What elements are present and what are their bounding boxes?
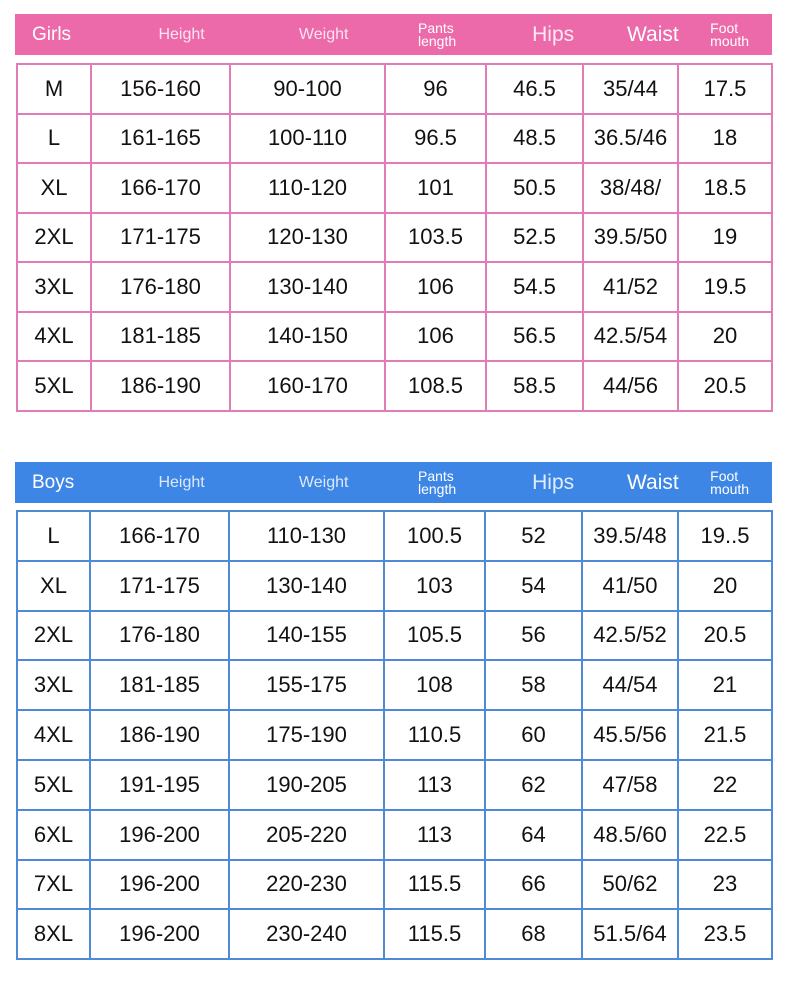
boys-title: Boys — [32, 472, 75, 493]
size-cell: 5XL — [17, 361, 91, 411]
height-cell: 191-195 — [90, 760, 229, 810]
pants-length-header-line2: length — [418, 480, 457, 497]
boys-table-body — [17, 511, 772, 959]
hips-cell: 64 — [485, 810, 582, 860]
size-cell: 6XL — [17, 810, 90, 860]
height-cell: 171-175 — [91, 213, 230, 263]
waist-header: Waist — [626, 23, 679, 46]
height-cell: 181-185 — [91, 312, 230, 362]
height-header: Height — [158, 473, 205, 491]
size-cell: XL — [17, 561, 90, 611]
pants-length-cell: 103.5 — [385, 213, 486, 263]
height-cell: 166-170 — [91, 163, 230, 213]
foot-mouth-cell: 18 — [678, 114, 772, 164]
size-cell: L — [17, 114, 91, 164]
waist-cell: 36.5/46 — [583, 114, 678, 164]
girls-size-table — [16, 63, 773, 412]
foot-mouth-cell: 21 — [678, 660, 772, 710]
pants-length-header-line2: length — [418, 32, 457, 49]
waist-cell: 44/54 — [582, 660, 678, 710]
size-cell: 3XL — [17, 262, 91, 312]
weight-cell: 190-205 — [229, 760, 384, 810]
weight-cell: 220-230 — [229, 860, 384, 910]
girls-size-chart — [15, 14, 772, 412]
hips-cell: 58 — [485, 660, 582, 710]
foot-mouth-header-line2: mouth — [710, 480, 750, 497]
size-cell: 5XL — [17, 760, 90, 810]
height-cell: 166-170 — [90, 511, 229, 561]
waist-cell: 42.5/52 — [582, 611, 678, 661]
foot-mouth-cell: 23 — [678, 860, 772, 910]
table-row — [17, 860, 772, 910]
table-row — [17, 262, 772, 312]
table-row — [17, 810, 772, 860]
table-row — [17, 710, 772, 760]
pants-length-cell: 108 — [384, 660, 485, 710]
pants-length-cell: 100.5 — [384, 511, 485, 561]
foot-mouth-cell: 20 — [678, 312, 772, 362]
hips-cell: 66 — [485, 860, 582, 910]
size-cell: 2XL — [17, 611, 90, 661]
table-row — [17, 660, 772, 710]
height-cell: 156-160 — [91, 64, 230, 114]
pants-length-cell: 113 — [384, 760, 485, 810]
foot-mouth-cell: 19 — [678, 213, 772, 263]
table-row — [17, 163, 772, 213]
pants-length-cell: 113 — [384, 810, 485, 860]
height-cell: 171-175 — [90, 561, 229, 611]
height-cell: 176-180 — [91, 262, 230, 312]
pants-length-cell: 105.5 — [384, 611, 485, 661]
height-cell: 186-190 — [90, 710, 229, 760]
hips-cell: 56.5 — [486, 312, 583, 362]
table-row — [17, 611, 772, 661]
waist-cell: 42.5/54 — [583, 312, 678, 362]
foot-mouth-cell: 20.5 — [678, 361, 772, 411]
foot-mouth-header-line1: Foot — [710, 467, 739, 484]
size-cell: XL — [17, 163, 91, 213]
foot-mouth-cell: 19..5 — [678, 511, 772, 561]
weight-cell: 120-130 — [230, 213, 385, 263]
height-cell: 161-165 — [91, 114, 230, 164]
weight-cell: 130-140 — [230, 262, 385, 312]
height-cell: 196-200 — [90, 810, 229, 860]
height-cell: 176-180 — [90, 611, 229, 661]
height-cell: 196-200 — [90, 860, 229, 910]
waist-cell: 39.5/50 — [583, 213, 678, 263]
hips-header: Hips — [532, 471, 575, 494]
table-row — [17, 561, 772, 611]
foot-mouth-cell: 17.5 — [678, 64, 772, 114]
hips-cell: 58.5 — [486, 361, 583, 411]
weight-cell: 130-140 — [229, 561, 384, 611]
foot-mouth-cell: 21.5 — [678, 710, 772, 760]
waist-cell: 48.5/60 — [582, 810, 678, 860]
hips-cell: 52.5 — [486, 213, 583, 263]
girls-title: Girls — [32, 24, 72, 45]
weight-header: Weight — [298, 473, 349, 491]
foot-mouth-header — [710, 19, 772, 49]
size-cell: M — [17, 64, 91, 114]
weight-cell: 205-220 — [229, 810, 384, 860]
hips-cell: 60 — [485, 710, 582, 760]
table-row — [17, 213, 772, 263]
table-row — [17, 312, 772, 362]
waist-cell: 45.5/56 — [582, 710, 678, 760]
waist-cell: 47/58 — [582, 760, 678, 810]
pants-length-cell: 108.5 — [385, 361, 486, 411]
pants-length-cell: 103 — [384, 561, 485, 611]
hips-cell: 52 — [485, 511, 582, 561]
weight-cell: 140-150 — [230, 312, 385, 362]
table-row — [17, 114, 772, 164]
size-cell: 3XL — [17, 660, 90, 710]
waist-cell: 39.5/48 — [582, 511, 678, 561]
weight-header: Weight — [298, 25, 349, 43]
girls-header-bar — [15, 14, 772, 55]
weight-cell: 110-130 — [229, 511, 384, 561]
foot-mouth-header-line2: mouth — [710, 32, 750, 49]
weight-cell: 140-155 — [229, 611, 384, 661]
table-row — [17, 760, 772, 810]
hips-cell: 54.5 — [486, 262, 583, 312]
size-cell: L — [17, 511, 90, 561]
hips-cell: 68 — [485, 909, 582, 959]
hips-cell: 50.5 — [486, 163, 583, 213]
weight-cell: 90-100 — [230, 64, 385, 114]
size-cell: 4XL — [17, 710, 90, 760]
foot-mouth-cell: 20.5 — [678, 611, 772, 661]
weight-cell: 110-120 — [230, 163, 385, 213]
waist-cell: 35/44 — [583, 64, 678, 114]
size-cell: 4XL — [17, 312, 91, 362]
height-cell: 196-200 — [90, 909, 229, 959]
pants-length-cell: 110.5 — [384, 710, 485, 760]
height-cell: 181-185 — [90, 660, 229, 710]
pants-length-cell: 115.5 — [384, 909, 485, 959]
pants-length-cell: 101 — [385, 163, 486, 213]
weight-cell: 175-190 — [229, 710, 384, 760]
table-row — [17, 511, 772, 561]
table-row — [17, 361, 772, 411]
size-cell: 8XL — [17, 909, 90, 959]
pants-length-header-line1: Pants — [418, 467, 454, 484]
boys-header-bar — [15, 462, 772, 503]
pants-length-header-line1: Pants — [418, 19, 454, 36]
waist-cell: 44/56 — [583, 361, 678, 411]
table-row — [17, 64, 772, 114]
pants-length-header — [391, 19, 511, 49]
height-header: Height — [158, 25, 205, 43]
foot-mouth-header-line1: Foot — [710, 19, 739, 36]
pants-length-cell: 106 — [385, 262, 486, 312]
hips-cell: 46.5 — [486, 64, 583, 114]
foot-mouth-cell: 22 — [678, 760, 772, 810]
boys-size-table — [16, 510, 773, 960]
pants-length-cell: 106 — [385, 312, 486, 362]
waist-cell: 51.5/64 — [582, 909, 678, 959]
pants-length-header — [391, 467, 511, 497]
girls-table-body — [17, 64, 772, 411]
foot-mouth-cell: 22.5 — [678, 810, 772, 860]
pants-length-cell: 96.5 — [385, 114, 486, 164]
hips-cell: 56 — [485, 611, 582, 661]
waist-cell: 50/62 — [582, 860, 678, 910]
pants-length-cell: 96 — [385, 64, 486, 114]
foot-mouth-cell: 18.5 — [678, 163, 772, 213]
height-cell: 186-190 — [91, 361, 230, 411]
weight-cell: 230-240 — [229, 909, 384, 959]
hips-cell: 48.5 — [486, 114, 583, 164]
waist-cell: 41/50 — [582, 561, 678, 611]
foot-mouth-cell: 23.5 — [678, 909, 772, 959]
weight-cell: 100-110 — [230, 114, 385, 164]
hips-cell: 62 — [485, 760, 582, 810]
weight-cell: 155-175 — [229, 660, 384, 710]
table-row — [17, 909, 772, 959]
size-cell: 7XL — [17, 860, 90, 910]
boys-size-chart — [15, 462, 772, 960]
foot-mouth-header — [710, 467, 772, 497]
hips-header: Hips — [532, 23, 575, 46]
waist-header: Waist — [626, 471, 679, 494]
size-cell: 2XL — [17, 213, 91, 263]
hips-cell: 54 — [485, 561, 582, 611]
waist-cell: 38/48/ — [583, 163, 678, 213]
foot-mouth-cell: 20 — [678, 561, 772, 611]
pants-length-cell: 115.5 — [384, 860, 485, 910]
weight-cell: 160-170 — [230, 361, 385, 411]
foot-mouth-cell: 19.5 — [678, 262, 772, 312]
waist-cell: 41/52 — [583, 262, 678, 312]
